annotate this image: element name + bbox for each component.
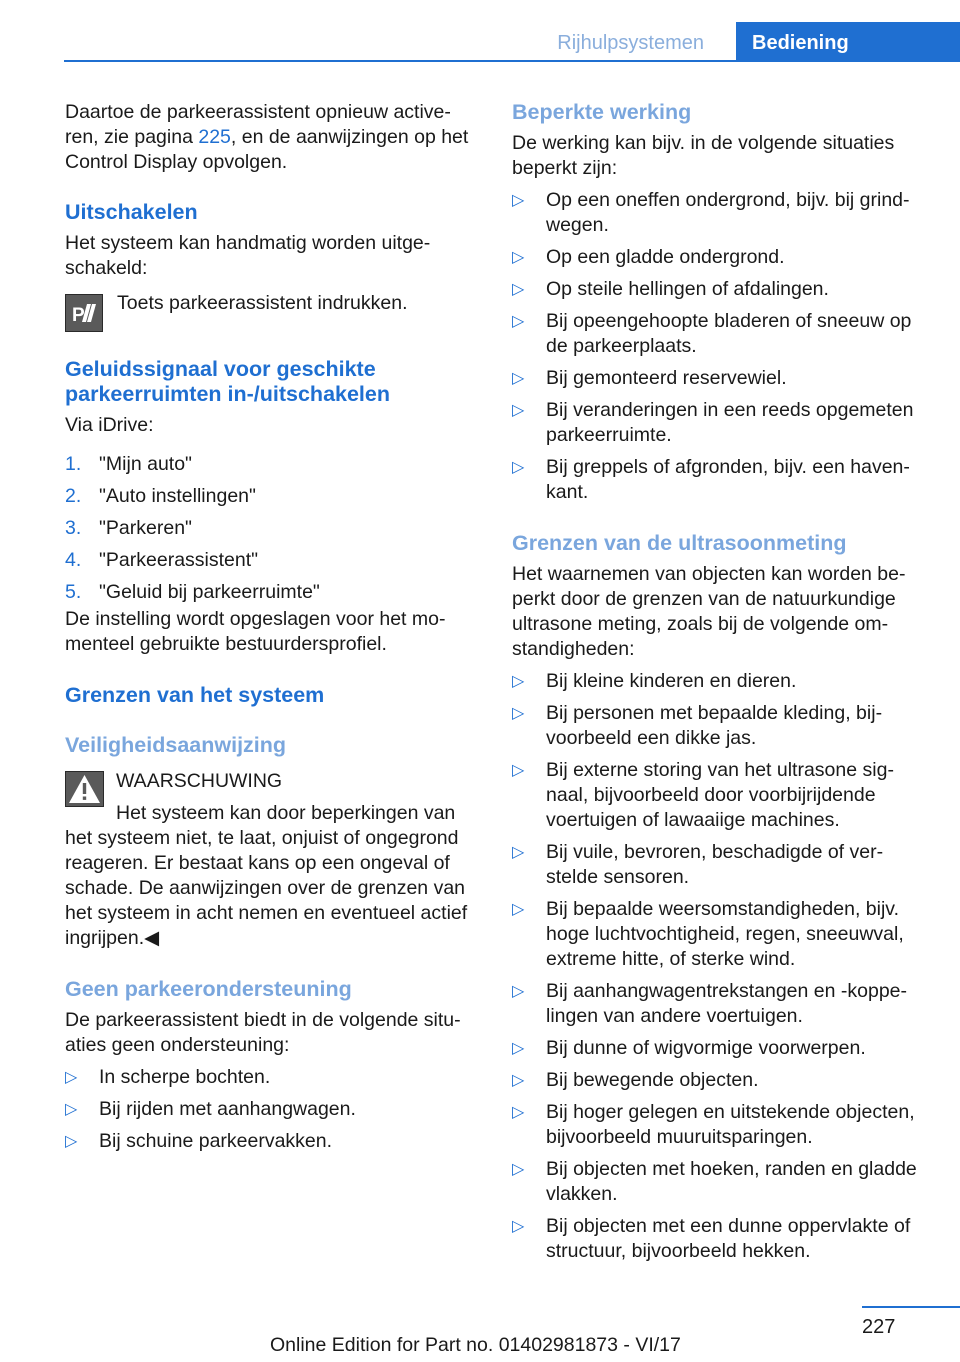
bullet-triangle-icon: ▷ — [512, 402, 525, 419]
bullet-triangle-icon: ▷ — [512, 1072, 525, 1089]
page-link[interactable]: 225 — [198, 126, 231, 148]
off-button-text: Toets parkeerassistent indrukken. — [117, 292, 408, 314]
ultrasound-text: Het waarnemen van objecten kan worden beperkt door de grenzen van de natuurkundige ultrasone meting, zoals bij de volgende omstandigheden: — [512, 563, 906, 660]
header-rule — [64, 60, 960, 62]
bullet-triangle-icon: ▷ — [512, 1161, 525, 1178]
warning-text: Het systeem kan door beperkingen van het systeem niet, te laat, onjuist of ongegrond reageren. Er bestaat kans op een ongeval of schade. De aanwijzingen over de grenzen van het systeem in acht nemen en eventueel actief ingrijpen.◀ — [65, 802, 468, 949]
step-item: 2. "Auto instellingen" — [65, 485, 256, 507]
bullet-triangle-icon: ▷ — [512, 1218, 525, 1235]
idrive-steps — [65, 452, 477, 605]
warning-title: WAARSCHUWING — [116, 770, 283, 792]
bullet-triangle-icon: ▷ — [512, 370, 525, 387]
list-item: ▷ Bij hoger gelegen en uitstekende objecten, bijvoorbeeld muuruitsparingen. — [512, 1101, 915, 1148]
bullet-triangle-icon: ▷ — [512, 844, 525, 861]
list-item: ▷ Bij personen met bepaalde kleding, bijvoorbeeld een dikke jas. — [512, 702, 883, 749]
step-item: 3. "Parkeren" — [65, 517, 192, 539]
bullet-triangle-icon: ▷ — [512, 983, 525, 1000]
bullet-triangle-icon: ▷ — [512, 705, 525, 722]
warning-block — [65, 769, 477, 951]
bullet-triangle-icon: ▷ — [512, 249, 525, 266]
step-item: 5. "Geluid bij parkeerruimte" — [65, 581, 320, 603]
left-column — [65, 100, 477, 1161]
bullet-triangle-icon: ▷ — [65, 1069, 78, 1086]
heading-sound: Geluidssignaal voor geschikte parkeerruimten in-/uitschakelen — [65, 357, 390, 406]
list-item: ▷ Bij objecten met hoeken, randen en gladde vlakken. — [512, 1158, 917, 1205]
list-item: ▷ Bij greppels of afgronden, bijv. een havenkant. — [512, 456, 910, 503]
list-item: ▷ Bij dunne of wigvormige voorwerpen. — [512, 1037, 866, 1059]
no-support-text: De parkeerassistent biedt in de volgende situaties geen ondersteuning: — [65, 1009, 461, 1056]
bullet-triangle-icon: ▷ — [512, 762, 525, 779]
bullet-triangle-icon: ▷ — [512, 313, 525, 330]
heading-limits: Grenzen van het systeem — [65, 683, 325, 707]
bullet-triangle-icon: ▷ — [512, 459, 525, 476]
step-item: 4. "Parkeerassistent" — [65, 549, 259, 571]
heading-limited: Beperkte werking — [512, 100, 692, 124]
list-item: ▷ Bij kleine kinderen en dieren. — [512, 670, 797, 692]
list-item: ▷ Bij bewegende objecten. — [512, 1069, 759, 1091]
off-text: Het systeem kan handmatig worden uitgeschakeld: — [65, 232, 431, 279]
off-button-row — [65, 291, 477, 335]
limited-text: De werking kan bijv. in de volgende situaties beperkt zijn: — [512, 132, 895, 179]
no-support-list — [65, 1065, 477, 1154]
list-item: ▷ Bij bepaalde weersomstandigheden, bijv. hoge luchtvochtigheid, regen, sneeuwval, extreme hitte, of sterke wind. — [512, 898, 904, 970]
list-item: ▷ Bij opeengehoopte bladeren of sneeuw op de parkeerplaats. — [512, 310, 912, 357]
list-item: ▷ Op een gladde ondergrond. — [512, 246, 785, 268]
ultrasound-list — [512, 669, 928, 1264]
heading-ultrasound: Grenzen van de ultrasoonmeting — [512, 531, 847, 555]
list-item: ▷ Op een oneffen ondergrond, bijv. bij grindwegen. — [512, 189, 910, 236]
list-item: ▷ Bij aanhangwagentrekstangen en -koppelingen van andere voertuigen. — [512, 980, 908, 1027]
bullet-triangle-icon: ▷ — [512, 673, 525, 690]
list-item: ▷ In scherpe bochten. — [65, 1066, 271, 1088]
list-item: ▷ Bij rijden met aanhangwagen. — [65, 1098, 356, 1120]
right-column — [512, 100, 928, 1271]
page-number: 227 — [862, 1316, 896, 1338]
via-idrive: Via iDrive: — [65, 414, 154, 436]
heading-safety: Veiligheidsaanwijzing — [65, 733, 287, 757]
bullet-triangle-icon: ▷ — [512, 901, 525, 918]
warning-triangle-icon — [65, 771, 104, 807]
list-item: ▷ Bij vuile, bevroren, beschadigde of verstelde sensoren. — [512, 841, 884, 888]
svg-text:P: P — [72, 305, 85, 326]
edition-line: Online Edition for Part no. 01402981873 - VI/17 — [270, 1334, 681, 1356]
bullet-triangle-icon: ▷ — [512, 192, 525, 209]
header-chapter-tab: Bediening — [736, 22, 960, 62]
bullet-triangle-icon: ▷ — [65, 1101, 78, 1118]
footer-rule — [862, 1306, 960, 1308]
page-header — [0, 22, 960, 62]
intro-paragraph: Daartoe de parkeerassistent opnieuw activeren, zie pagina 225, en de aanwijzingen op het Control Display opvolgen. — [65, 101, 469, 173]
heading-uitschakelen: Uitschakelen — [65, 200, 198, 224]
list-item: ▷ Bij gemonteerd reservewiel. — [512, 367, 787, 389]
heading-no-support: Geen parkeerondersteuning — [65, 977, 352, 1001]
limited-list — [512, 188, 928, 505]
step-item: 1. "Mijn auto" — [65, 453, 192, 475]
list-item: ▷ Bij schuine parkeervakken. — [65, 1130, 333, 1152]
list-item: ▷ Bij veranderingen in een reeds opgemeten parkeerruimte. — [512, 399, 914, 446]
parking-assistant-button-icon — [65, 294, 103, 332]
list-item: ▷ Op steile hellingen of afdalingen. — [512, 278, 829, 300]
sound-note: De instelling wordt opgeslagen voor het momenteel gebruikte bestuurdersprofiel. — [65, 608, 446, 655]
list-item: ▷ Bij objecten met een dunne oppervlakte of structuur, bijvoorbeeld hekken. — [512, 1215, 911, 1262]
header-section-title: Rijhulpsystemen — [557, 32, 704, 54]
bullet-triangle-icon: ▷ — [512, 281, 525, 298]
bullet-triangle-icon: ▷ — [65, 1133, 78, 1150]
bullet-triangle-icon: ▷ — [512, 1040, 525, 1057]
bullet-triangle-icon: ▷ — [512, 1104, 525, 1121]
list-item: ▷ Bij externe storing van het ultrasone signaal, bijvoorbeeld door voorbijrijdende voertuigen of lawaaiige machines. — [512, 759, 894, 831]
